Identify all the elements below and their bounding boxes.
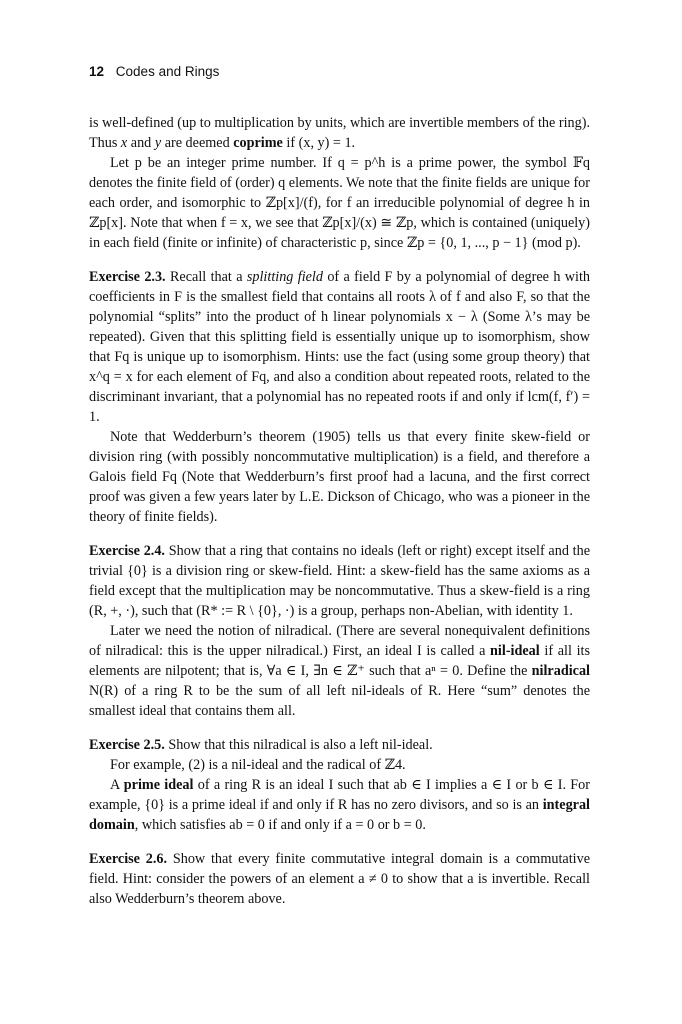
exercise-2-6: Exercise 2.6. Show that every finite commutative integral domain is a commutative field. Hint: consider the powers of an element a ≠ 0 to show that a is invertible. Recall also Wedderburn’s theorem above. <box>89 851 590 907</box>
paragraph-nilradical: Later we need the notion of nilradical. (There are several nonequivalent definitions of nilradical: this is the upper nilradical.) First, an ideal I is called a nil-ideal if all its elements are nilpotent; that is, ∀a ∈ I, ∃n ∈ ℤ⁺ such that aⁿ = 0. Define the nilradical N(R) of a ring R to be the sum of all left nil-ideals of R. Here “sum” denotes the smallest ideal that contains them all. <box>89 623 590 719</box>
paragraph-wedderburn: Note that Wedderburn’s theorem (1905) tells us that every finite skew-field or division ring (with possibly noncommutative multiplication) is a field, and therefore a Galois field Fq (Note that Wedderburn’s first proof had a lacuna, and the first correct proof was given a few years later by L.E. Dickson of Chicago, who was a pioneer in the theory of finite fields). <box>89 429 590 525</box>
term-splitting-field: splitting field <box>246 269 323 285</box>
term-nil-ideal: nil-ideal <box>490 643 540 659</box>
running-title: Codes and Rings <box>115 64 220 79</box>
exercise-label: Exercise 2.4. <box>89 543 165 559</box>
page-number: 12 <box>89 64 105 79</box>
exercise-label: Exercise 2.6. <box>89 851 168 867</box>
page-body <box>89 113 590 909</box>
paragraph-continuation: is well-defined (up to multiplication by units, which are invertible members of the ring). Thus x and y are deemed coprime if (x, y) = 1. <box>89 115 590 151</box>
term-prime-ideal: prime ideal <box>123 777 194 793</box>
exercise-2-4: Exercise 2.4. Show that a ring that contains no ideals (left or right) except itself and the trivial {0} is a division ring or skew-field. Hint: a skew-field has the same axioms as a field except that the multiplication may be noncommutative. Thus a skew-field is a ring (R, +, ·), such that (R* := R \ {0}, ·) is a group, perhaps non-Abelian, with identity 1. <box>89 543 590 619</box>
exercise-label: Exercise 2.5. <box>89 737 165 753</box>
exercise-2-3: Exercise 2.3. Recall that a splitting field of a field F by a polynomial of degree h with coefficients in F is the smallest field that contains all roots λ of f and also F, so that the polynomial “splits” into the product of h linear polynomials x − λ (Some λ’s may be repeated). Given that this splitting field is essentially unique up to isomorphism, show that Fq is unique up to isomorphism. Hints: use the fact (using some group theory) that x^q = x for each element of Fq, and also a condition about repeated roots, related to the discriminant invariant, that a polynomial has no repeated roots if and only if lcm(f, f′) = 1. <box>89 269 591 425</box>
term-nilradical: nilradical <box>531 663 590 679</box>
running-head <box>89 64 219 79</box>
exercise-label: Exercise 2.3. <box>89 269 166 285</box>
paragraph-prime-ideal: A prime ideal of a ring R is an ideal I such that ab ∈ I implies a ∈ I or b ∈ I. For example, {0} is a prime ideal if and only if R has no zero divisors, and so is an integral domain, which satisfies ab = 0 if and only if a = 0 or b = 0. <box>89 777 590 833</box>
term-integral-domain: integral domain <box>89 797 590 833</box>
paragraph-finite-fields: Let p be an integer prime number. If q = p^h is a prime power, the symbol 𝔽q denotes the finite field of (order) q elements. We note that the finite fields are unique for each order, and isomorphic to ℤp[x]/(f), for f an irreducible polynomial of degree h in ℤp[x]. Note that when f = x, we see that ℤp[x]/(x) ≅ ℤp, which is contained (uniquely) in each field (finite or infinite) of characteristic p, since ℤp = {0, 1, ..., p − 1} (mod p). <box>89 155 590 251</box>
term-coprime: coprime <box>233 135 283 151</box>
exercise-2-5: Exercise 2.5. Show that this nilradical is also a left nil-ideal. <box>89 737 433 753</box>
paragraph-example: For example, (2) is a nil-ideal and the radical of ℤ4. <box>110 757 406 773</box>
